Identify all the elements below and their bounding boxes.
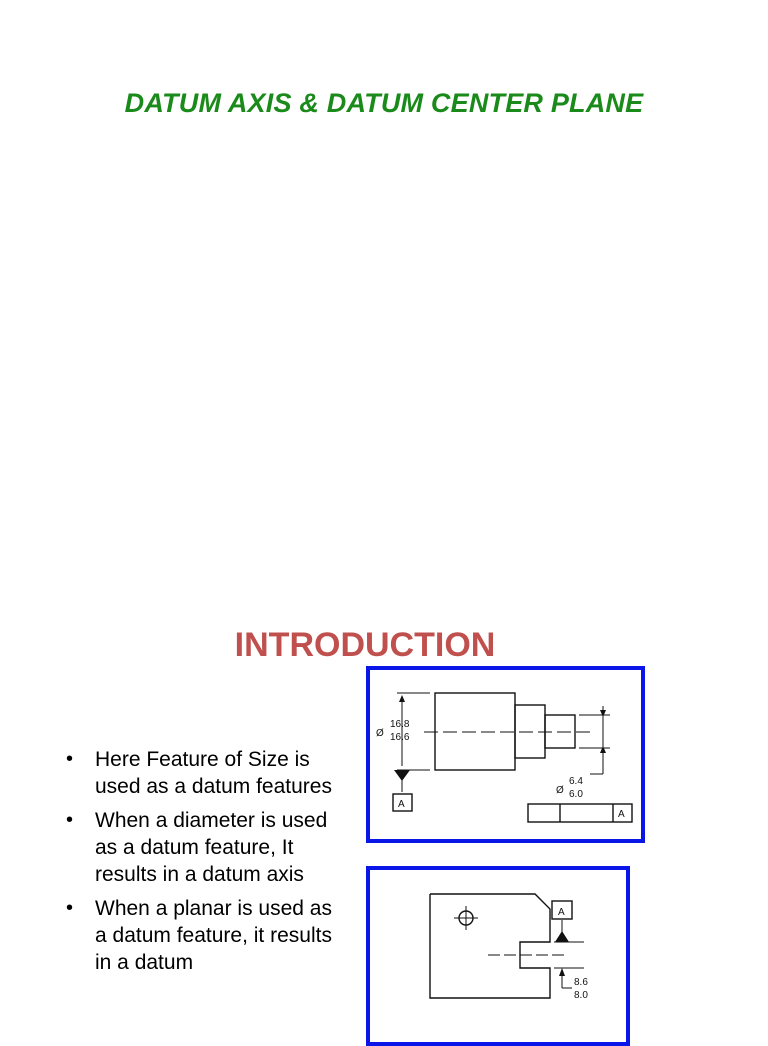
bullet-text: When a diameter is used as a datum feature, It results in a datum axis xyxy=(95,809,328,886)
dim-16-8: 16.8 xyxy=(390,719,410,730)
bullet-text: When a planar is used as a datum feature, it results in a datum xyxy=(95,897,332,974)
bullet-dot-icon: • xyxy=(66,809,74,831)
diameter-symbol-icon: Ø xyxy=(376,728,384,739)
bullet-text: Here Feature of Size is used as a datum features xyxy=(95,748,332,798)
datum-label: A xyxy=(398,799,405,810)
dim-6-0: 6.0 xyxy=(569,789,583,800)
bullet-item xyxy=(66,895,346,976)
dim-8-0: 8.0 xyxy=(574,990,588,1001)
slide-1-title: DATUM AXIS & DATUM CENTER PLANE xyxy=(124,88,644,118)
frame-datum-ref: A xyxy=(618,809,625,820)
dim-6-4: 6.4 xyxy=(569,776,583,787)
slide-2-title: INTRODUCTION xyxy=(234,626,496,664)
bullet-dot-icon: • xyxy=(66,748,74,770)
slot-drawing xyxy=(370,870,626,1042)
datum-label: A xyxy=(558,907,565,918)
shaft-drawing xyxy=(370,670,641,839)
bullet-item xyxy=(66,807,346,888)
diameter-symbol-icon: Ø xyxy=(556,785,564,796)
slide-2 xyxy=(0,560,768,1024)
slot-datum-figure xyxy=(366,866,630,1046)
bullet-list xyxy=(66,746,346,983)
bullet-item xyxy=(66,746,346,800)
shaft-datum-figure xyxy=(366,666,645,843)
dim-16-6: 16.6 xyxy=(390,732,410,743)
dim-8-6: 8.6 xyxy=(574,977,588,988)
bullet-dot-icon: • xyxy=(66,897,74,919)
